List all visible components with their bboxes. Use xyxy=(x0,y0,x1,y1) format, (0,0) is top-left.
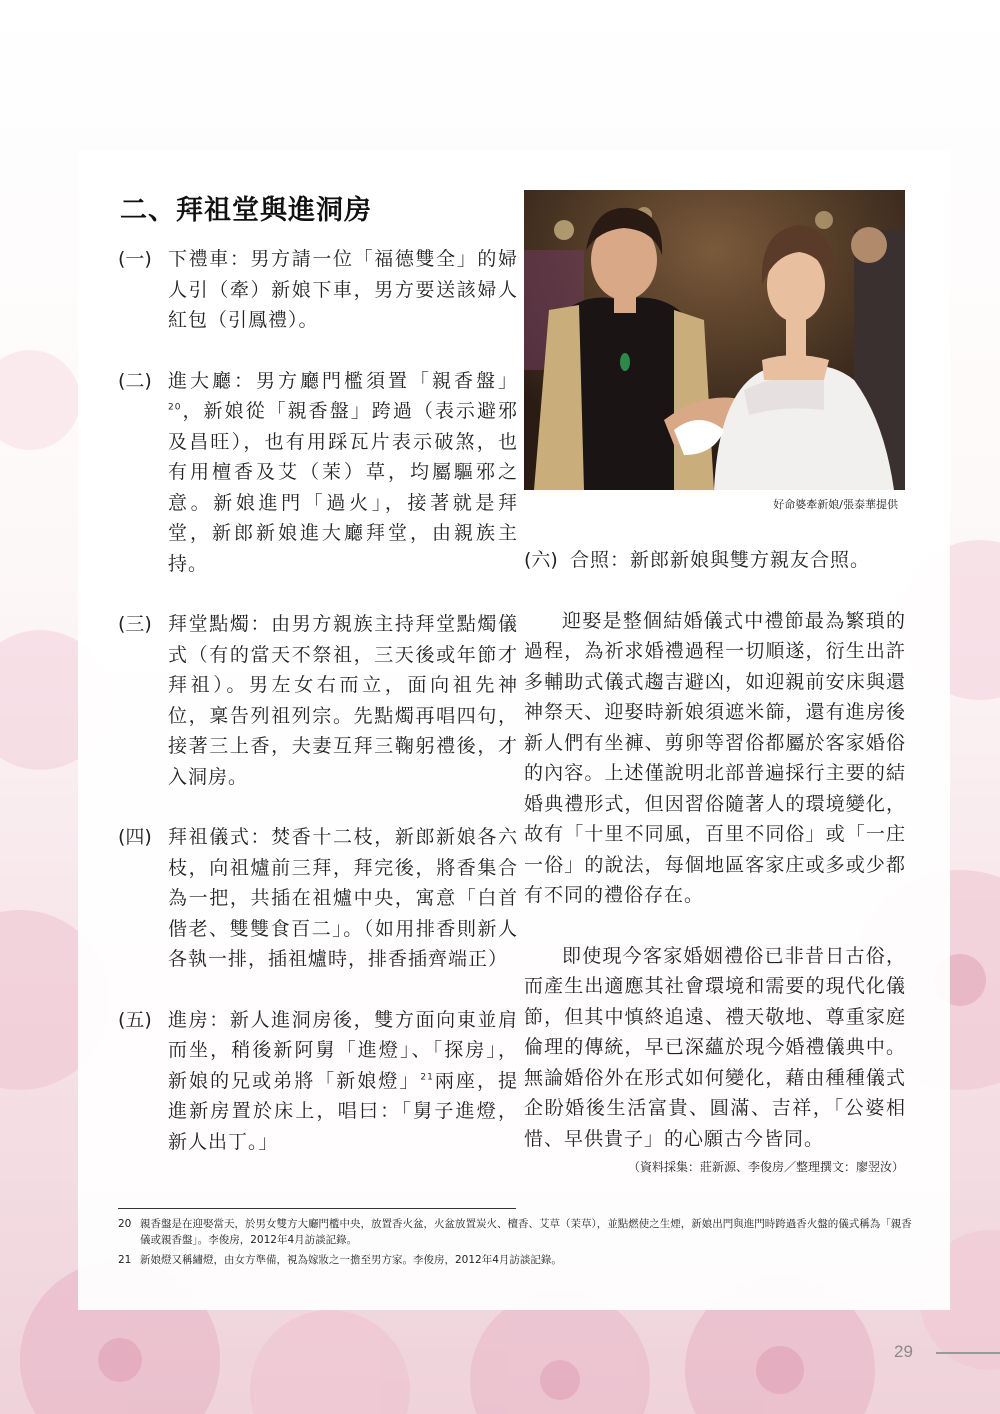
list-item xyxy=(118,822,518,975)
photo-caption: 好命婆牽新娘/張泰華提供 xyxy=(773,498,898,511)
item-number: (一) xyxy=(118,248,152,270)
footnote-number: 20 xyxy=(118,1218,132,1230)
item-text-part: 進大廳：男方廳門檻須置「親香盤」 xyxy=(168,369,518,392)
source-credit: （資料採集：莊新源、李俊房／整理撰文：廖翌汝） xyxy=(627,1160,904,1174)
footnote-ref[interactable]: 20 xyxy=(168,402,182,413)
item-text xyxy=(168,366,518,580)
item-text: 拜祖儀式：焚香十二枝，新郎新娘各六枝，向祖爐前三拜，拜完後，將香集合為一把，共插在祖爐中央，寓意「白首偕老、雙雙食百二」。（如用排香則新人各執一排，插祖爐時，排香插齊端正） xyxy=(168,826,518,970)
body-paragraph: 即使現今客家婚姻禮俗已非昔日古俗，而產生出適應其社會環境和需要的現代化儀節，但其中慎終追遠、禮天敬地、尊重家庭倫理的傳統，早已深蘊於現今婚禮儀典中。無論婚俗外在形式如何變化，藉由種種儀式企盼婚後生活富貴、圓滿、吉祥，「公婆相惜、早供貴子」的心願古今皆同。 xyxy=(524,944,906,1150)
page-number: 29 xyxy=(894,1342,913,1361)
item-text-part: 兩座，提進新房置於床上，唱曰：「舅子進燈，新人出丁。」 xyxy=(168,1069,518,1153)
right-column xyxy=(524,545,906,1184)
footnote-ref[interactable]: 21 xyxy=(420,1072,434,1083)
left-column xyxy=(118,244,518,1187)
list-item xyxy=(118,366,518,580)
footnote-divider xyxy=(118,1208,516,1209)
body-paragraph: 迎娶是整個結婚儀式中禮節最為繁瑣的過程，為祈求婚禮過程一切順遂，衍生出許多輔助式儀式趨吉避凶，如迎親前安床與還神祭天、迎娶時新娘須遮米篩，還有進房後新人們有坐褲、剪卵等習俗都屬於客家婚俗的內容。上述僅說明北部普遍採行主要的結婚典禮形式，但因習俗隨著人的環境變化，故有「十里不同風，百里不同俗」或「一庄一俗」的說法，每個地區客家庄或多或少都有不同的禮俗存在。 xyxy=(524,609,906,906)
item-number: (五) xyxy=(118,1008,152,1031)
item-text xyxy=(168,1005,518,1158)
footnote-number: 21 xyxy=(118,1254,132,1266)
list-item xyxy=(118,1005,518,1158)
footnotes xyxy=(118,1216,918,1272)
footnote-text: 親香盤是在迎娶當天，於男女雙方大廳門檻中央，放置香火盆，火盆放置炭火、檀香、艾草（茉草），並點燃使之生煙，新娘出門與進門時跨過香火盤的儀式稱為「親香儀或親香盤」。李俊房，2012年4月訪談記錄。 xyxy=(140,1218,912,1246)
item-number: (三) xyxy=(118,613,152,635)
wedding-photo xyxy=(524,190,905,490)
item-text-part: 進房：新人進洞房後，雙方面向東並肩而坐，稍後新阿舅「進燈」、「探房」，新娘的兄或弟將「新娘燈」 xyxy=(168,1008,518,1092)
item-number: (二) xyxy=(118,369,152,392)
item-text: 合照：新郎新娘與雙方親友合照。 xyxy=(570,549,871,571)
list-item xyxy=(524,545,906,576)
item-text: 拜堂點燭：由男方親族主持拜堂點燭儀式（有的當天不祭祖，三天後或年節才拜祖）。男左女右而立，面向祖先神位，稟告列祖列宗。先點燭再唱四句，接著三上香，夫妻互拜三鞠躬禮後，才入洞房。 xyxy=(168,613,518,788)
footnote xyxy=(118,1252,918,1268)
item-number: (四) xyxy=(118,826,152,848)
list-item xyxy=(118,609,518,792)
item-text-part: ，新娘從「親香盤」跨過（表示避邪及昌旺），也有用踩瓦片表示破煞，也有用檀香及艾（茉）草，均屬驅邪之意。新娘進門「過火」，接著就是拜堂，新郎新娘進大廳拜堂，由親族主持。 xyxy=(168,400,518,575)
page-number-rule xyxy=(936,1352,1000,1354)
item-number: (六) xyxy=(524,549,558,571)
footnote-text: 新娘燈又稱繡燈，由女方準備，視為嫁妝之一擔至男方家。李俊房，2012年4月訪談記錄。 xyxy=(140,1254,562,1266)
section-title: 二、拜祖堂與進洞房 xyxy=(120,195,372,226)
list-item xyxy=(118,244,518,336)
footnote xyxy=(118,1216,918,1248)
item-text: 下禮車：男方請一位「福德雙全」的婦人引（牽）新娘下車，男方要送該婦人紅包（引鳳禮）。 xyxy=(168,248,518,331)
